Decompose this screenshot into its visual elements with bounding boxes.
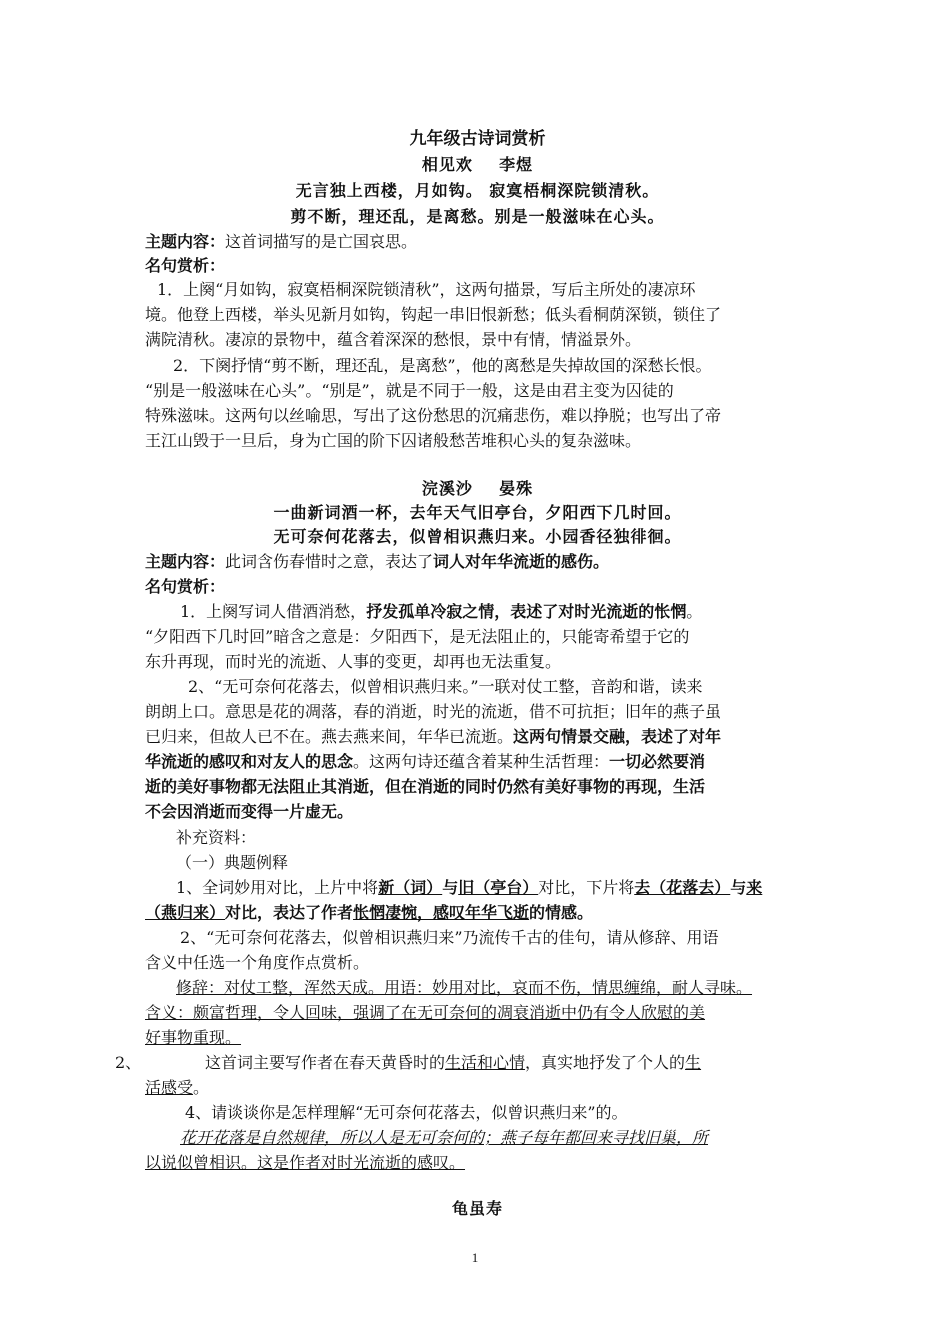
document-title: 九年级古诗词赏析 [409, 129, 546, 149]
question4: 4、请谈谈你是怎样理解“无可奈何花落去，似曾识燕归来”的。 [185, 1103, 628, 1122]
text-segment: 对比，表达了作者 [225, 903, 354, 922]
answer-segment: 活感受 [145, 1078, 194, 1097]
poem2-para2-line3 [145, 724, 810, 750]
emphasis-segment: 一切必然要消 [609, 752, 706, 771]
poem2-para2-line2: 朗朗上口。意思是花的凋落，春的消逝，时光的流逝，借不可抗拒；旧年的燕子虽 [145, 702, 722, 721]
poem2-analysis-label: 名句赏析： [145, 577, 226, 596]
answer2-line2: 含义：颇富哲理，令人回味，强调了在无可奈何的凋衰消逝中仍有令人欣慰的美 [145, 1003, 706, 1022]
answer2-line3: 好事物重现。 [145, 1028, 242, 1047]
answer-segment: 旧（亭台） [458, 878, 539, 897]
poem1-para1-line1: 1．上阕“月如钩，寂寞梧桐深院锁清秋”，这两句描景，写后主所处的凄凉环 [157, 280, 696, 299]
answer-segment: 生 [685, 1053, 702, 1072]
answer-segment: 新（词） [378, 878, 443, 897]
emphasis-segment: 抒发孤单冷寂之情，表述了对时光流逝的怅惘 [366, 602, 687, 621]
text-segment: 的情感。 [529, 903, 594, 922]
text-segment: 1、全词妙用对比，上片中将 [176, 878, 379, 897]
emphasis-segment: 这两句情景交融，表述了对年 [513, 727, 722, 746]
poem2-para1-line1 [180, 599, 845, 625]
poem1-para2-line3: 特殊滋味。这两句以丝喻思，写出了这份愁思的沉痛悲伤，难以挣脱；也写出了帝 [145, 406, 722, 425]
text-segment: 与 [730, 878, 747, 897]
text-segment: ，真实地抒发了个人的 [525, 1053, 686, 1072]
theme-label: 主题内容： [145, 552, 226, 571]
text-segment: 。这两句诗还蕴含着某种生活哲理： [353, 752, 610, 771]
supplement-label: 补充资料： [176, 828, 257, 847]
poem1-heading: 相见欢 李煜 [421, 155, 534, 174]
poem1-line1: 无言独上西楼，月如钩。 寂寞梧桐深院锁清秋。 [295, 181, 660, 200]
page-number: 1 [471, 1250, 479, 1265]
poem1-para2-line4: 王江山毁于一旦后，身为亡国的阶下囚诸般愁苦堆积心头的复杂滋味。 [145, 431, 642, 450]
text-segment: 1．上阕写词人借酒消愁， [180, 602, 367, 621]
text-segment: 。 [193, 1078, 210, 1097]
poem3-heading: 龟虽寿 [451, 1199, 503, 1218]
question3-line2 [145, 1075, 810, 1101]
poem2-para2-line4 [145, 749, 810, 775]
poem1-para1-line3: 满院清秋。凄凉的景物中，蕴含着深深的愁恨，景中有情，情溢景外。 [145, 330, 642, 349]
poem1-para1-line2: 境。他登上西楼，举头见新月如钩，钩起一串旧恨新愁；低头看桐荫深锁，锁住了 [145, 305, 722, 324]
poem2-para2-line6: 不会因消逝而变得一片虚无。 [145, 802, 354, 821]
poem1-analysis-label: 名句赏析： [145, 256, 226, 275]
poem2-line1: 一曲新词酒一杯，去年天气旧亭台，夕阳西下几时回。 [273, 503, 682, 522]
theme-text: 此词含伤春惜时之意，表达了 [225, 552, 434, 571]
question3-line1 [205, 1050, 810, 1076]
answer-segment: 生活和心情 [445, 1053, 526, 1072]
answer4-line1: 花开花落是自然规律，所以人是无可奈何的；燕子每年都回来寻找旧巢，所 [180, 1128, 709, 1147]
question2-line2: 含义中任选一个角度作点赏析。 [145, 953, 370, 972]
poem1-para2-line1: 2．下阕抒情“剪不断，理还乱，是离愁”，他的离愁是失掉故国的深愁长恨。 [173, 356, 712, 375]
question1-line2 [145, 900, 810, 926]
answer-segment: 去（花落去） [634, 878, 731, 897]
question2-line1: 2、“无可奈何花落去，似曾相识燕归来”乃流传千古的佳句，请从修辞、用语 [180, 928, 719, 947]
text-segment: 这首词主要写作者在春天黄昏时的 [205, 1053, 446, 1072]
answer-segment: （燕归来） [145, 903, 226, 922]
theme-emphasis: 词人对年华流逝的感伤。 [433, 552, 610, 571]
text-segment: 已归来，但故人已不在。燕去燕来间，年华已流逝。 [145, 727, 514, 746]
answer-segment: 怅惘凄惋，感叹年华飞逝 [353, 903, 530, 922]
answer-segment: 来 [746, 878, 763, 897]
supplement-subheading: （一）典题例释 [176, 853, 289, 872]
answer4-line2: 以说似曾相识。这是作者对时光流逝的感叹。 [145, 1153, 466, 1172]
poem1-line2: 剪不断，理还乱，是离愁。别是一般滋味在心头。 [290, 207, 665, 226]
text-segment: 。 [686, 602, 703, 621]
question3-number: 2、 [115, 1053, 142, 1072]
poem1-para2-line2: “别是一般滋味在心头”。“别是”，就是不同于一般，这是由君主变为囚徒的 [145, 381, 674, 400]
poem2-para1-line3: 东升再现，而时光的流逝、人事的变更，却再也无法重复。 [145, 652, 562, 671]
question1-line1 [176, 875, 841, 901]
poem2-line2: 无可奈何花落去，似曾相识燕归来。小园香径独徘徊。 [273, 527, 682, 546]
poem2-para2-line5: 逝的美好事物都无法阻止其消逝，但在消逝的同时仍然有美好事物的再现，生活 [145, 777, 706, 796]
poem2-theme [145, 549, 810, 575]
emphasis-segment: 华流逝的感叹和对友人的思念 [145, 752, 354, 771]
text-segment: 对比，下片将 [538, 878, 635, 897]
poem2-heading: 浣溪沙 晏殊 [421, 479, 534, 498]
poem2-para1-line2: “夕阳西下几时回”暗含之意是：夕阳西下，是无法阻止的，只能寄希望于它的 [145, 627, 690, 646]
theme-text: 这首词描写的是亡国哀思。 [225, 232, 418, 251]
poem2-para2-line1: 2、“无可奈何花落去，似曾相识燕归来。”一联对仗工整，音韵和谐，读来 [188, 677, 703, 696]
text-segment: 与 [442, 878, 459, 897]
poem1-theme [145, 229, 810, 255]
theme-label: 主题内容： [145, 232, 226, 251]
answer2-line1: 修辞：对仗工整，浑然天成。用语：妙用对比，哀而不伤，情思缠绵，耐人寻味。 [176, 978, 753, 997]
